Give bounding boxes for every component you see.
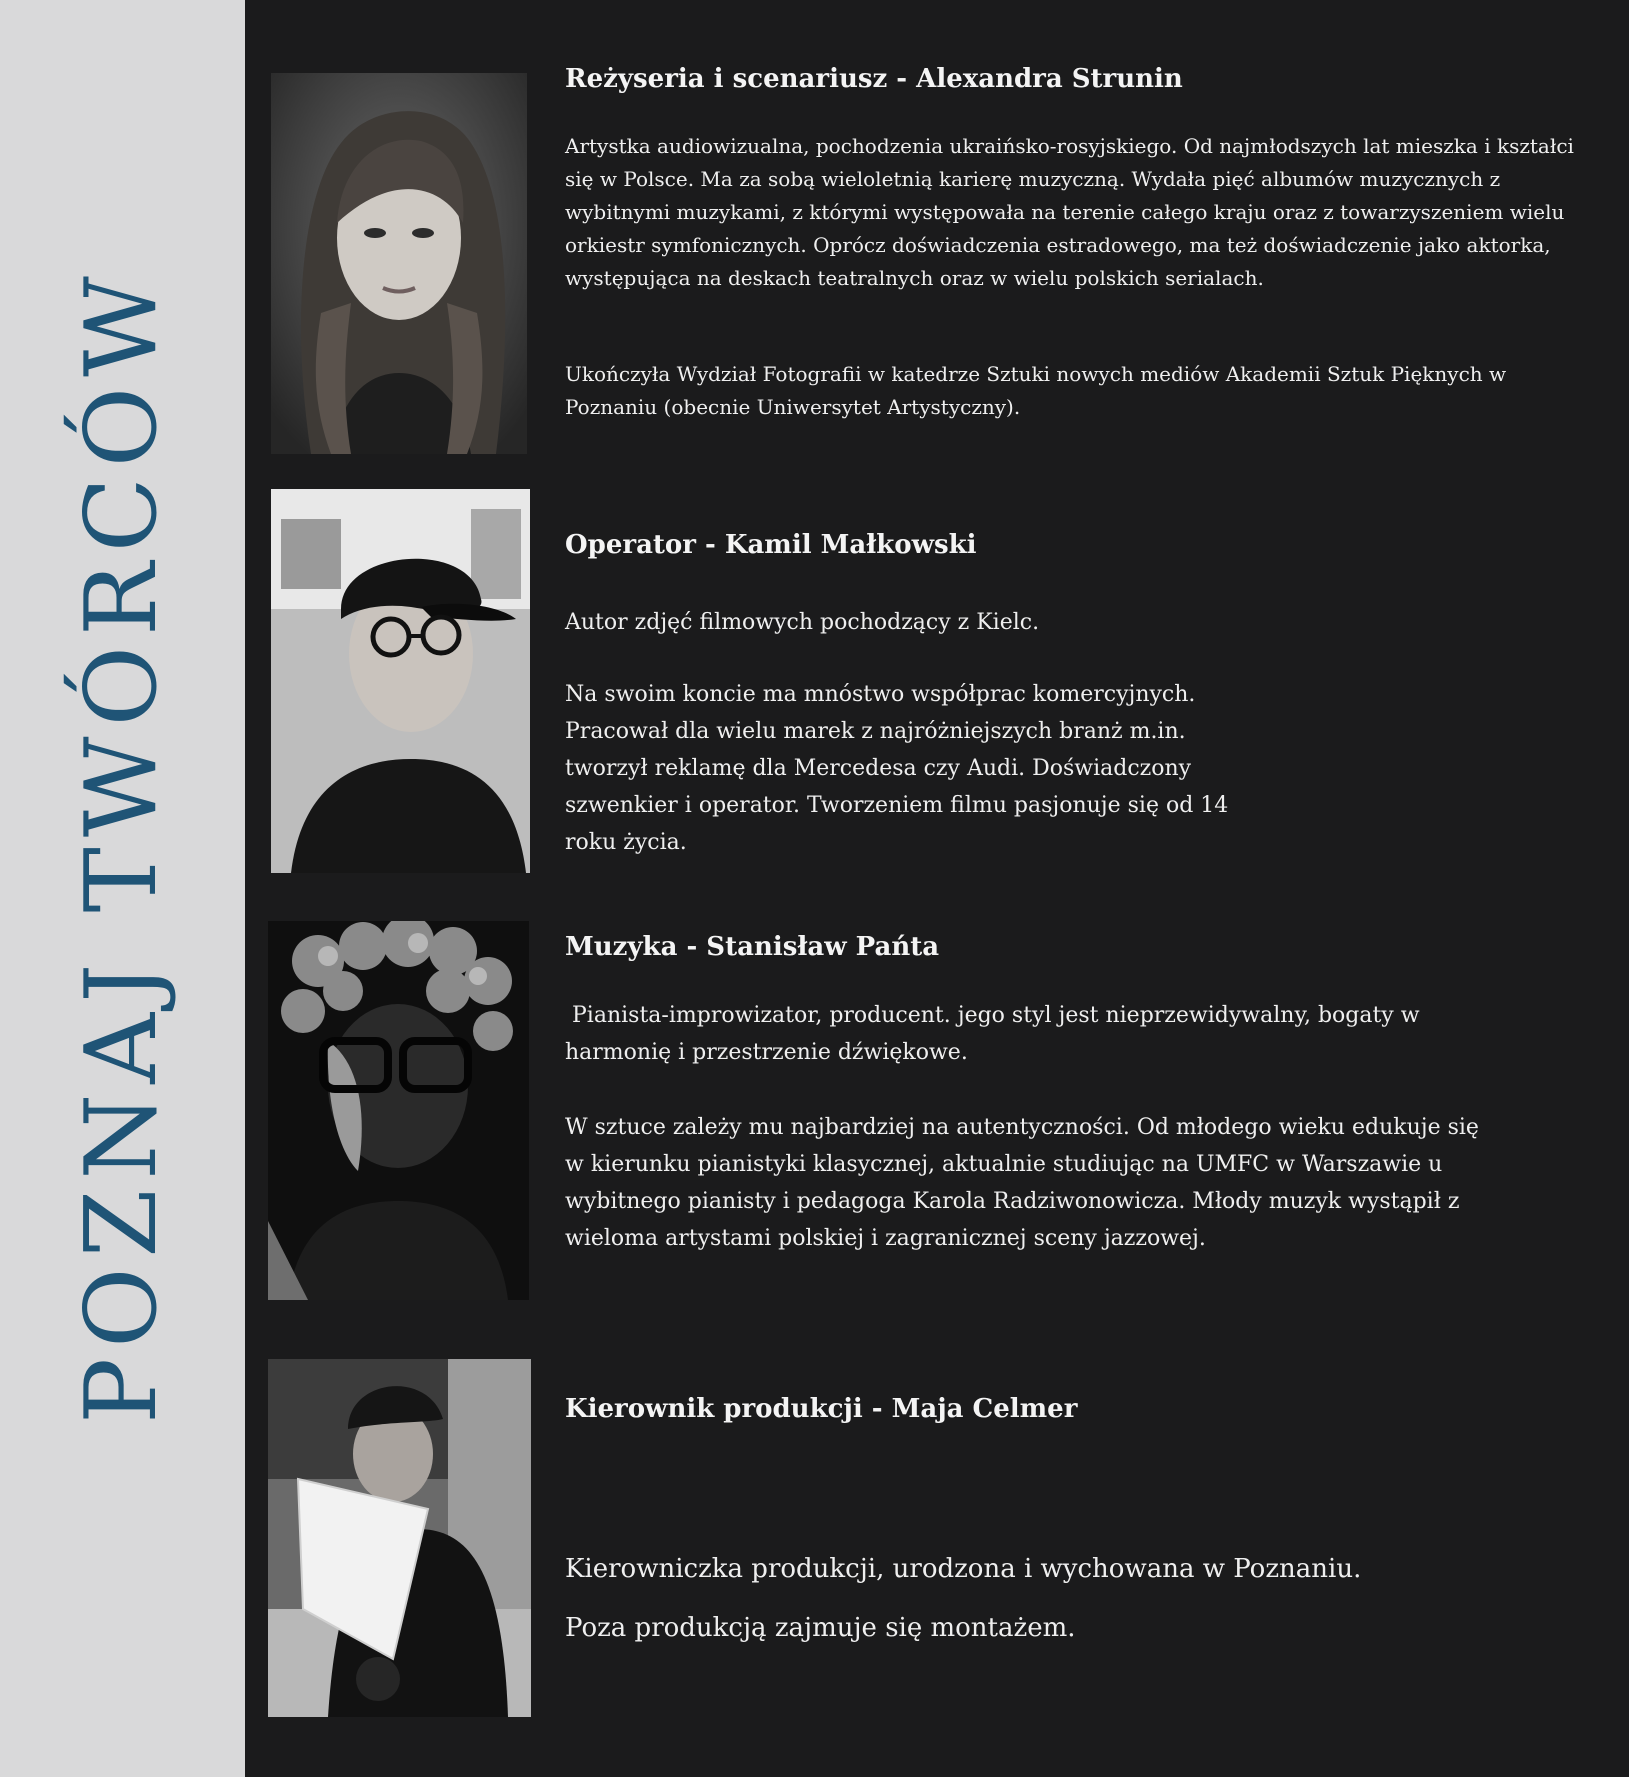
creator-name: Kierownik produkcji - Maja Celmer bbox=[565, 1394, 1078, 1424]
creator-bio: Ukończyła Wydział Fotografii w katedrze Sztuki nowych mediów Akademii Sztuk Pięknych w Poznaniu (obecnie Uniwersytet Artystyczny). bbox=[565, 362, 1507, 419]
creator-bio: Autor zdjęć filmowych pochodzący z Kielc. bbox=[565, 610, 1040, 635]
portrait-man-curly-hair-glasses-icon bbox=[268, 921, 529, 1300]
portrait-woman-long-hair-icon bbox=[271, 73, 527, 454]
portrait-photo-icon bbox=[271, 73, 527, 454]
creator-bio: Poza produkcją zajmuje się montażem. bbox=[565, 1613, 1076, 1643]
creator-bio: W sztuce zależy mu najbardziej na autentyczności. Od młodego wieku edukuje się w kierunku pianistyki klasycznej, aktualnie studiując na UMFC w Warszawie u wybitnego pianisty i pedagoga Karola Radziwonowicza. Młody muzyk wystąpił z wieloma artystami polskiej i zagranicznej sceny jazzowej. bbox=[565, 1115, 1479, 1251]
sidebar-title: POZNAJ TWÓRCÓW bbox=[65, 266, 179, 1424]
creator-bio: Artystka audiowizualna, pochodzenia ukraińsko-rosyjskiego. Od najmłodszych lat mieszka i kształci się w Polsce. Ma za sobą wieloletnią karierę muzyczną. Wydała pięć albumów muzycznych z wybitnymi muzykami, z którymi występowała na terenie całego kraju oraz z towarzyszeniem wielu orkiestr symfonicznych. Oprócz doświadczenia estradowego, ma też doświadczenie jako aktorka, występująca na deskach teatralnych oraz w wielu polskich serialach. bbox=[565, 134, 1574, 290]
creator-bio: Na swoim koncie ma mnóstwo współprac komercyjnych. Pracował dla wielu marek z najróżniejszych branż m.in. tworzył reklamę dla Mercedesa czy Audi. Doświadczony szwenkier i operator. Tworzeniem filmu pasjonuje się od 14 roku życia. bbox=[565, 682, 1229, 855]
portrait-man-cap-glasses-icon bbox=[271, 489, 530, 873]
portrait-woman-cap-clapperboard-icon bbox=[268, 1359, 531, 1717]
creators-list bbox=[245, 0, 1629, 1777]
portrait-photo-icon bbox=[268, 1359, 531, 1717]
creator-name: Reżyseria i scenariusz - Alexandra Strunin bbox=[565, 64, 1183, 94]
creator-bio: Pianista-improwizator, producent. jego styl jest nieprzewidywalny, bogaty w harmonię i przestrzenie dźwiękowe. bbox=[565, 1003, 1427, 1065]
creator-bio: Kierowniczka produkcji, urodzona i wychowana w Poznaniu. bbox=[565, 1554, 1362, 1584]
sidebar bbox=[0, 0, 245, 1777]
portrait-photo-icon bbox=[268, 921, 529, 1300]
portrait-photo-icon bbox=[271, 489, 530, 873]
creator-name: Muzyka - Stanisław Pańta bbox=[565, 932, 940, 962]
creator-name: Operator - Kamil Małkowski bbox=[565, 530, 977, 560]
